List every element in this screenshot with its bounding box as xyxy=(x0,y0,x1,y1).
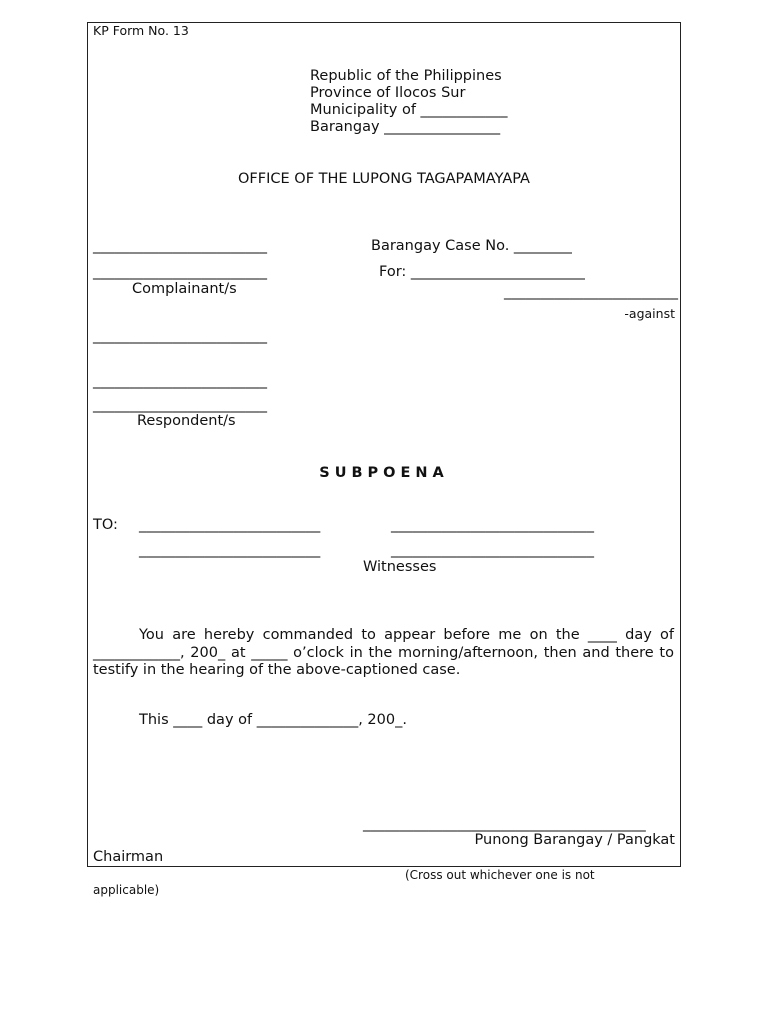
cross-out-note-continued: applicable) xyxy=(93,883,160,897)
header-province: Province of Ilocos Sur xyxy=(310,85,466,101)
office-title: OFFICE OF THE LUPONG TAGAPAMAYAPA xyxy=(238,171,530,187)
witness-line-1a: _________________________ xyxy=(139,517,321,533)
signatory-title-continued: Chairman xyxy=(93,849,164,865)
command-paragraph: You are hereby commanded to appear before me on the ____ day of ____________, 200_ at _____ o’clock in the morning/afternoon, then and there to testify in the hearing of the above-captioned case. xyxy=(93,627,674,678)
respondent-label: Respondent/s xyxy=(137,413,236,429)
header-municipality: Municipality of ____________ xyxy=(310,102,508,118)
complainant-label: Complainant/s xyxy=(132,281,237,297)
signatory-title: Punong Barangay / Pangkat xyxy=(474,832,675,848)
for-line: For: ________________________ xyxy=(379,264,585,280)
against-label: -against xyxy=(624,306,675,321)
header-barangay: Barangay ________________ xyxy=(310,119,501,135)
witness-line-1b: ____________________________ xyxy=(391,517,594,533)
witnesses-label: Witnesses xyxy=(363,559,437,575)
date-line: This ____ day of ______________, 200_. xyxy=(139,712,407,728)
subpoena-title: SUBPOENA xyxy=(319,465,449,481)
witness-line-2a: _________________________ xyxy=(139,542,321,558)
signature-line: _______________________________________ xyxy=(363,816,646,832)
complainant-line-1: ________________________ xyxy=(93,238,267,254)
cross-out-note: (Cross out whichever one is not xyxy=(405,868,595,882)
complainant-line-2: ________________________ xyxy=(93,264,267,280)
respondent-line-1: ________________________ xyxy=(93,328,267,344)
case-number: Barangay Case No. ________ xyxy=(371,238,572,254)
respondent-line-3: ________________________ xyxy=(93,397,267,413)
form-number: KP Form No. 13 xyxy=(93,23,189,38)
respondent-line-2: ________________________ xyxy=(93,373,267,389)
form-border xyxy=(87,22,681,867)
witness-line-2b: ____________________________ xyxy=(391,542,594,558)
for-line-continuation: ________________________ xyxy=(504,284,678,300)
to-label: TO: xyxy=(93,517,118,533)
header-country: Republic of the Philippines xyxy=(310,68,502,84)
